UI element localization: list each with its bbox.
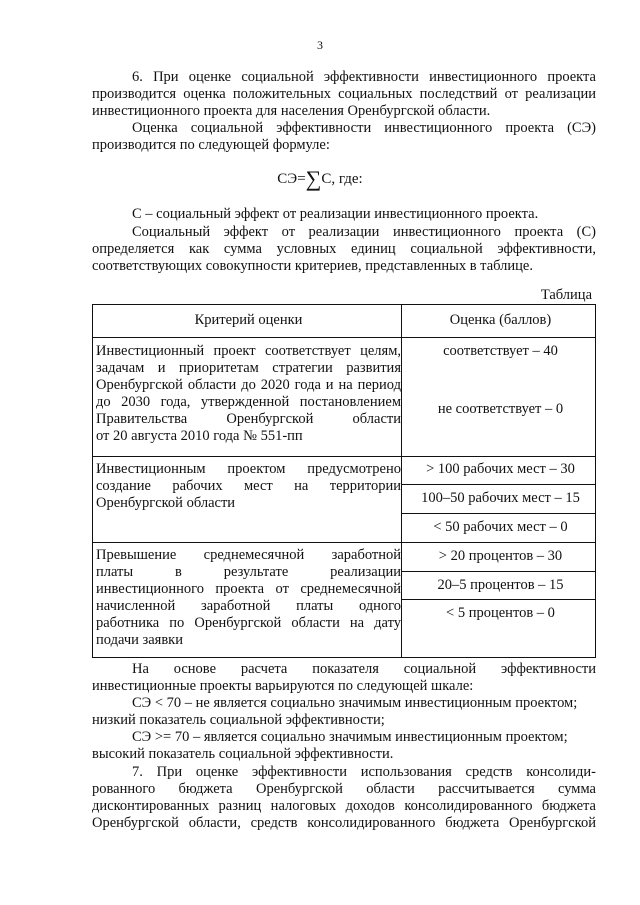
table-border <box>92 542 596 543</box>
table-border <box>92 657 596 658</box>
text-line: Социальный эффект от реализации инвестиционного проекта (С) <box>132 224 596 240</box>
text-line: высокий показатель социальной эффективности. <box>92 746 394 762</box>
text-line: инвестиционные проекты варьируются по следующей шкале: <box>92 678 474 694</box>
text-line: СЭ < 70 – не является социально значимым инвестиционным проектом; <box>132 695 578 711</box>
table-caption: Таблица <box>540 287 592 303</box>
row-1-score-2: не соответствует – 0 <box>437 401 564 417</box>
text-line: Оренбургской области <box>96 495 236 511</box>
text-line: Превышение среднемесячной заработной <box>96 547 401 563</box>
table-border <box>401 484 596 485</box>
text-line: до 2030 года, утвержденной постановлением <box>96 394 401 410</box>
formula-rhs: С, где: <box>321 171 363 187</box>
row-3-score-3: < 5 процентов – 0 <box>446 605 555 621</box>
formula-lhs: СЭ= <box>277 171 306 187</box>
text-line: С – социальный эффект от реализации инвестиционного проекта. <box>132 206 539 222</box>
text-line: дисконтированных разниц налоговых доходов консолидированного бюджета <box>92 798 596 814</box>
text-line: СЭ >= 70 – является социально значимым инвестиционным проектом; <box>132 729 568 745</box>
text-line: Оценка социальной эффективности инвестиционного проекта (СЭ) <box>132 120 596 136</box>
text-line: от 20 августа 2010 года № 551-пп <box>96 428 303 444</box>
text-line: производится по следующей формуле: <box>92 137 330 153</box>
text-line: соответствующих совокупности критериев, представленных в таблице. <box>92 258 533 274</box>
text-line: Оренбургской области, средств консолидированного бюджета Оренбургской <box>92 815 596 831</box>
table-border <box>92 304 93 658</box>
row-2-score-1: > 100 рабочих мест – 30 <box>426 461 575 477</box>
row-2-score-2: 100–50 рабочих мест – 15 <box>421 490 580 506</box>
table-border <box>401 599 596 600</box>
text-line: определяется как сумма условных единиц социальной эффективности, <box>92 241 596 257</box>
text-line: начисленной заработной платы одного <box>96 598 401 614</box>
c-description <box>92 224 596 275</box>
row-2-criterion <box>96 461 401 512</box>
page-number: 3 <box>317 38 323 52</box>
text-line: платы в результате реализации <box>96 564 401 580</box>
paragraph-6 <box>92 69 596 120</box>
table-border <box>401 571 596 572</box>
text-line: Оренбургской области до 2020 года и на период <box>96 377 401 393</box>
row-1-score-1: соответствует – 40 <box>443 343 558 359</box>
text-line: Правительства Оренбургской области <box>96 411 401 427</box>
row-1-criterion <box>96 343 401 445</box>
row-3-score-2: 20–5 процентов – 15 <box>437 577 564 593</box>
text-line: создание рабочих мест на территории <box>96 478 401 494</box>
text-line: инвестиционного проекта для населения Оренбургской области. <box>92 103 491 119</box>
table-border <box>401 304 402 658</box>
row-3-score-1: > 20 процентов – 30 <box>438 548 563 564</box>
sigma-symbol: ∑ <box>305 166 322 191</box>
scale-intro <box>92 661 596 695</box>
scale-high <box>92 729 596 763</box>
se-intro <box>92 120 596 154</box>
text-line: работника по Оренбургской области на дату <box>96 615 401 631</box>
text-line: Инвестиционный проект соответствует целям, <box>96 343 401 359</box>
text-line: производится оценка положительных социальных последствий от реализации <box>92 86 596 102</box>
table-border <box>92 304 596 305</box>
header-score: Оценка (баллов) <box>449 312 552 328</box>
text-line: Инвестиционным проектом предусмотрено <box>96 461 401 477</box>
row-2-score-3: < 50 рабочих мест – 0 <box>433 519 568 535</box>
text-line: 7. При оценке эффективности использования средств консолиди- <box>132 764 596 780</box>
text-line: низкий показатель социальной эффективности; <box>92 712 385 728</box>
text-line: рованного бюджета Оренбургской области рассчитывается сумма <box>92 781 596 797</box>
text-line: 6. При оценке социальной эффективности инвестиционного проекта <box>132 69 596 85</box>
se-formula <box>0 166 640 192</box>
criteria-table <box>92 304 596 658</box>
table-border <box>92 456 596 457</box>
table-border <box>92 337 596 338</box>
scale-low <box>92 695 596 729</box>
text-line: задачам и приоритетам стратегии развития <box>96 360 401 376</box>
header-criterion: Критерий оценки <box>194 312 303 328</box>
text-line: подачи заявки <box>96 632 183 648</box>
table-border <box>401 513 596 514</box>
row-3-criterion <box>96 547 401 649</box>
text-line: инвестиционного проекта от среднемесячной <box>96 581 401 597</box>
paragraph-7 <box>92 764 596 832</box>
text-line: На основе расчета показателя социальной эффективности <box>132 661 596 677</box>
c-definition <box>92 206 596 223</box>
